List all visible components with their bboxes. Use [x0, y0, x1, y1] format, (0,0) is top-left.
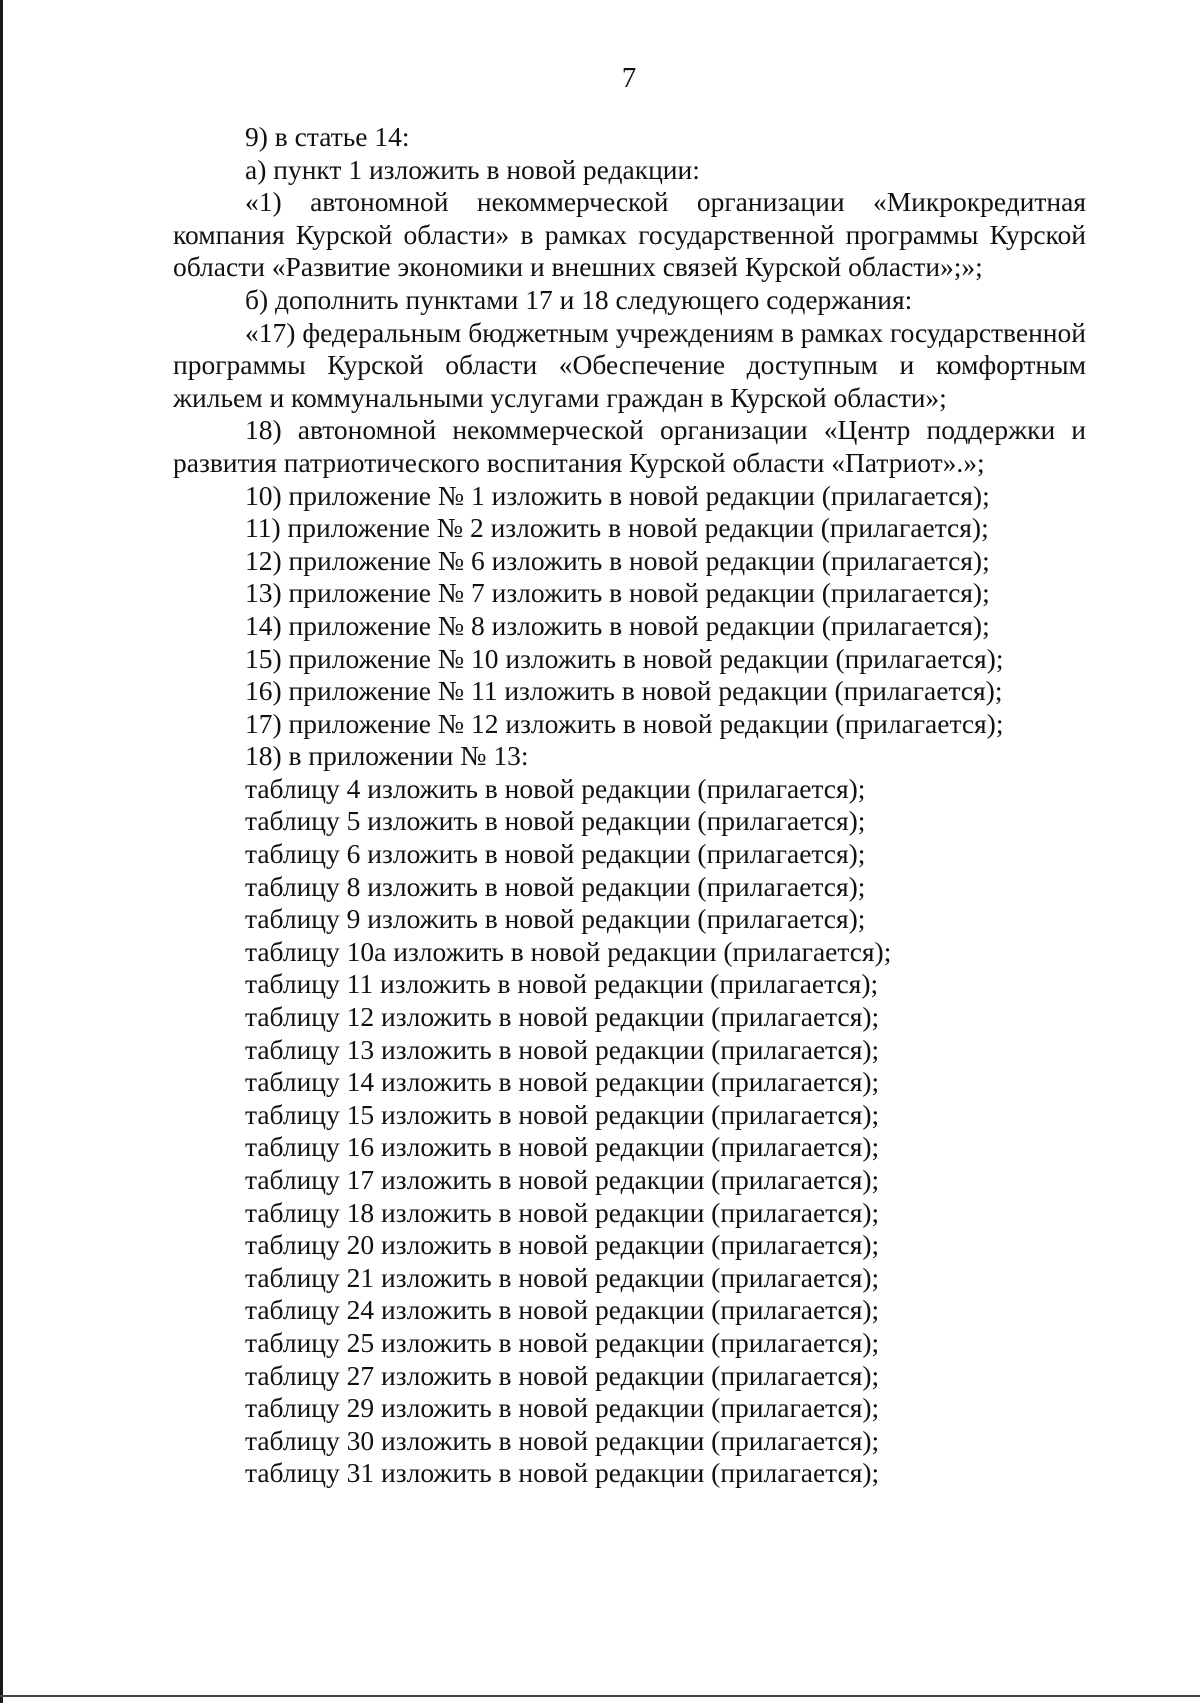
list-item: 15) приложение № 10 изложить в новой редакции (прилагается); [245, 642, 1004, 674]
list-item: таблицу 5 изложить в новой редакции (прилагается); [245, 805, 866, 837]
table-list [173, 773, 1086, 1490]
paragraph-item-18-text: 18) автономной некоммерческой организации «Центр поддержки и развития патриотического воспитания Курской области «Патриот».»; [173, 414, 1086, 478]
document-body [173, 121, 1086, 1490]
paragraph-item-a: а) пункт 1 изложить в новой редакции: [245, 153, 700, 185]
paragraph-item-1-text: «1) автономной некоммерческой организации «Микрокредитная компания Курской области» в рамках государственной программы Курской области «Развитие экономики и внешних связей Курской области»;»; [173, 186, 1086, 283]
list-item: таблицу 15 изложить в новой редакции (прилагается); [245, 1098, 880, 1130]
list-item: таблицу 25 изложить в новой редакции (прилагается); [245, 1326, 880, 1358]
page-number: 7 [621, 62, 637, 94]
list-item: таблицу 21 изложить в новой редакции (прилагается); [245, 1261, 880, 1293]
list-item: таблицу 8 изложить в новой редакции (прилагается); [245, 870, 866, 902]
paragraph-item-b: б) дополнить пунктами 17 и 18 следующего содержания: [245, 283, 913, 315]
list-item: 11) приложение № 2 изложить в новой редакции (прилагается); [245, 512, 989, 544]
list-item: таблицу 10а изложить в новой редакции (прилагается); [245, 935, 892, 967]
list-item: 10) приложение № 1 изложить в новой редакции (прилагается); [245, 479, 990, 511]
list-item: таблицу 6 изложить в новой редакции (прилагается); [245, 838, 866, 870]
list-item: 16) приложение № 11 изложить в новой редакции (прилагается); [245, 675, 1003, 707]
list-item: таблицу 17 изложить в новой редакции (прилагается); [245, 1164, 880, 1195]
appendix-list [173, 480, 1086, 773]
list-item: таблицу 30 изложить в новой редакции (прилагается); [245, 1424, 880, 1456]
paragraph-item-17-text: «17) федеральным бюджетным учреждениям в рамках государственной программы Курской области «Обеспечение доступным и комфортным жильем и коммунальными услугами граждан в Курской области»; [173, 316, 1086, 413]
list-item: таблицу 12 изложить в новой редакции (прилагается); [245, 1001, 880, 1033]
list-item: 13) приложение № 7 изложить в новой редакции (прилагается); [245, 577, 990, 609]
list-item: 18) в приложении № 13: [245, 740, 529, 772]
paragraph-article-14: 9) в статье 14: [245, 121, 410, 152]
list-item: таблицу 16 изложить в новой редакции (прилагается); [245, 1131, 880, 1163]
list-item: 14) приложение № 8 изложить в новой редакции (прилагается); [245, 609, 990, 641]
list-item: 17) приложение № 12 изложить в новой редакции (прилагается); [245, 707, 1004, 739]
list-item: таблицу 27 изложить в новой редакции (прилагается); [245, 1359, 880, 1391]
list-item: таблицу 4 изложить в новой редакции (прилагается); [245, 772, 866, 804]
list-item: таблицу 9 изложить в новой редакции (прилагается); [245, 903, 866, 935]
list-item: таблицу 18 изложить в новой редакции (прилагается); [245, 1196, 880, 1228]
list-item: таблицу 11 изложить в новой редакции (прилагается); [245, 968, 879, 1000]
list-item: таблицу 24 изложить в новой редакции (прилагается); [245, 1294, 880, 1326]
list-item: 12) приложение № 6 изложить в новой редакции (прилагается); [245, 544, 990, 576]
list-item: таблицу 20 изложить в новой редакции (прилагается); [245, 1229, 880, 1261]
list-item: таблицу 29 изложить в новой редакции (прилагается); [245, 1392, 880, 1424]
list-item: таблицу 14 изложить в новой редакции (прилагается); [245, 1066, 880, 1098]
scan-edge-bottom [0, 1695, 1200, 1697]
scan-edge-left [0, 0, 3, 1703]
list-item: таблицу 13 изложить в новой редакции (прилагается); [245, 1033, 880, 1065]
list-item: таблицу 31 изложить в новой редакции (прилагается); [245, 1457, 880, 1489]
